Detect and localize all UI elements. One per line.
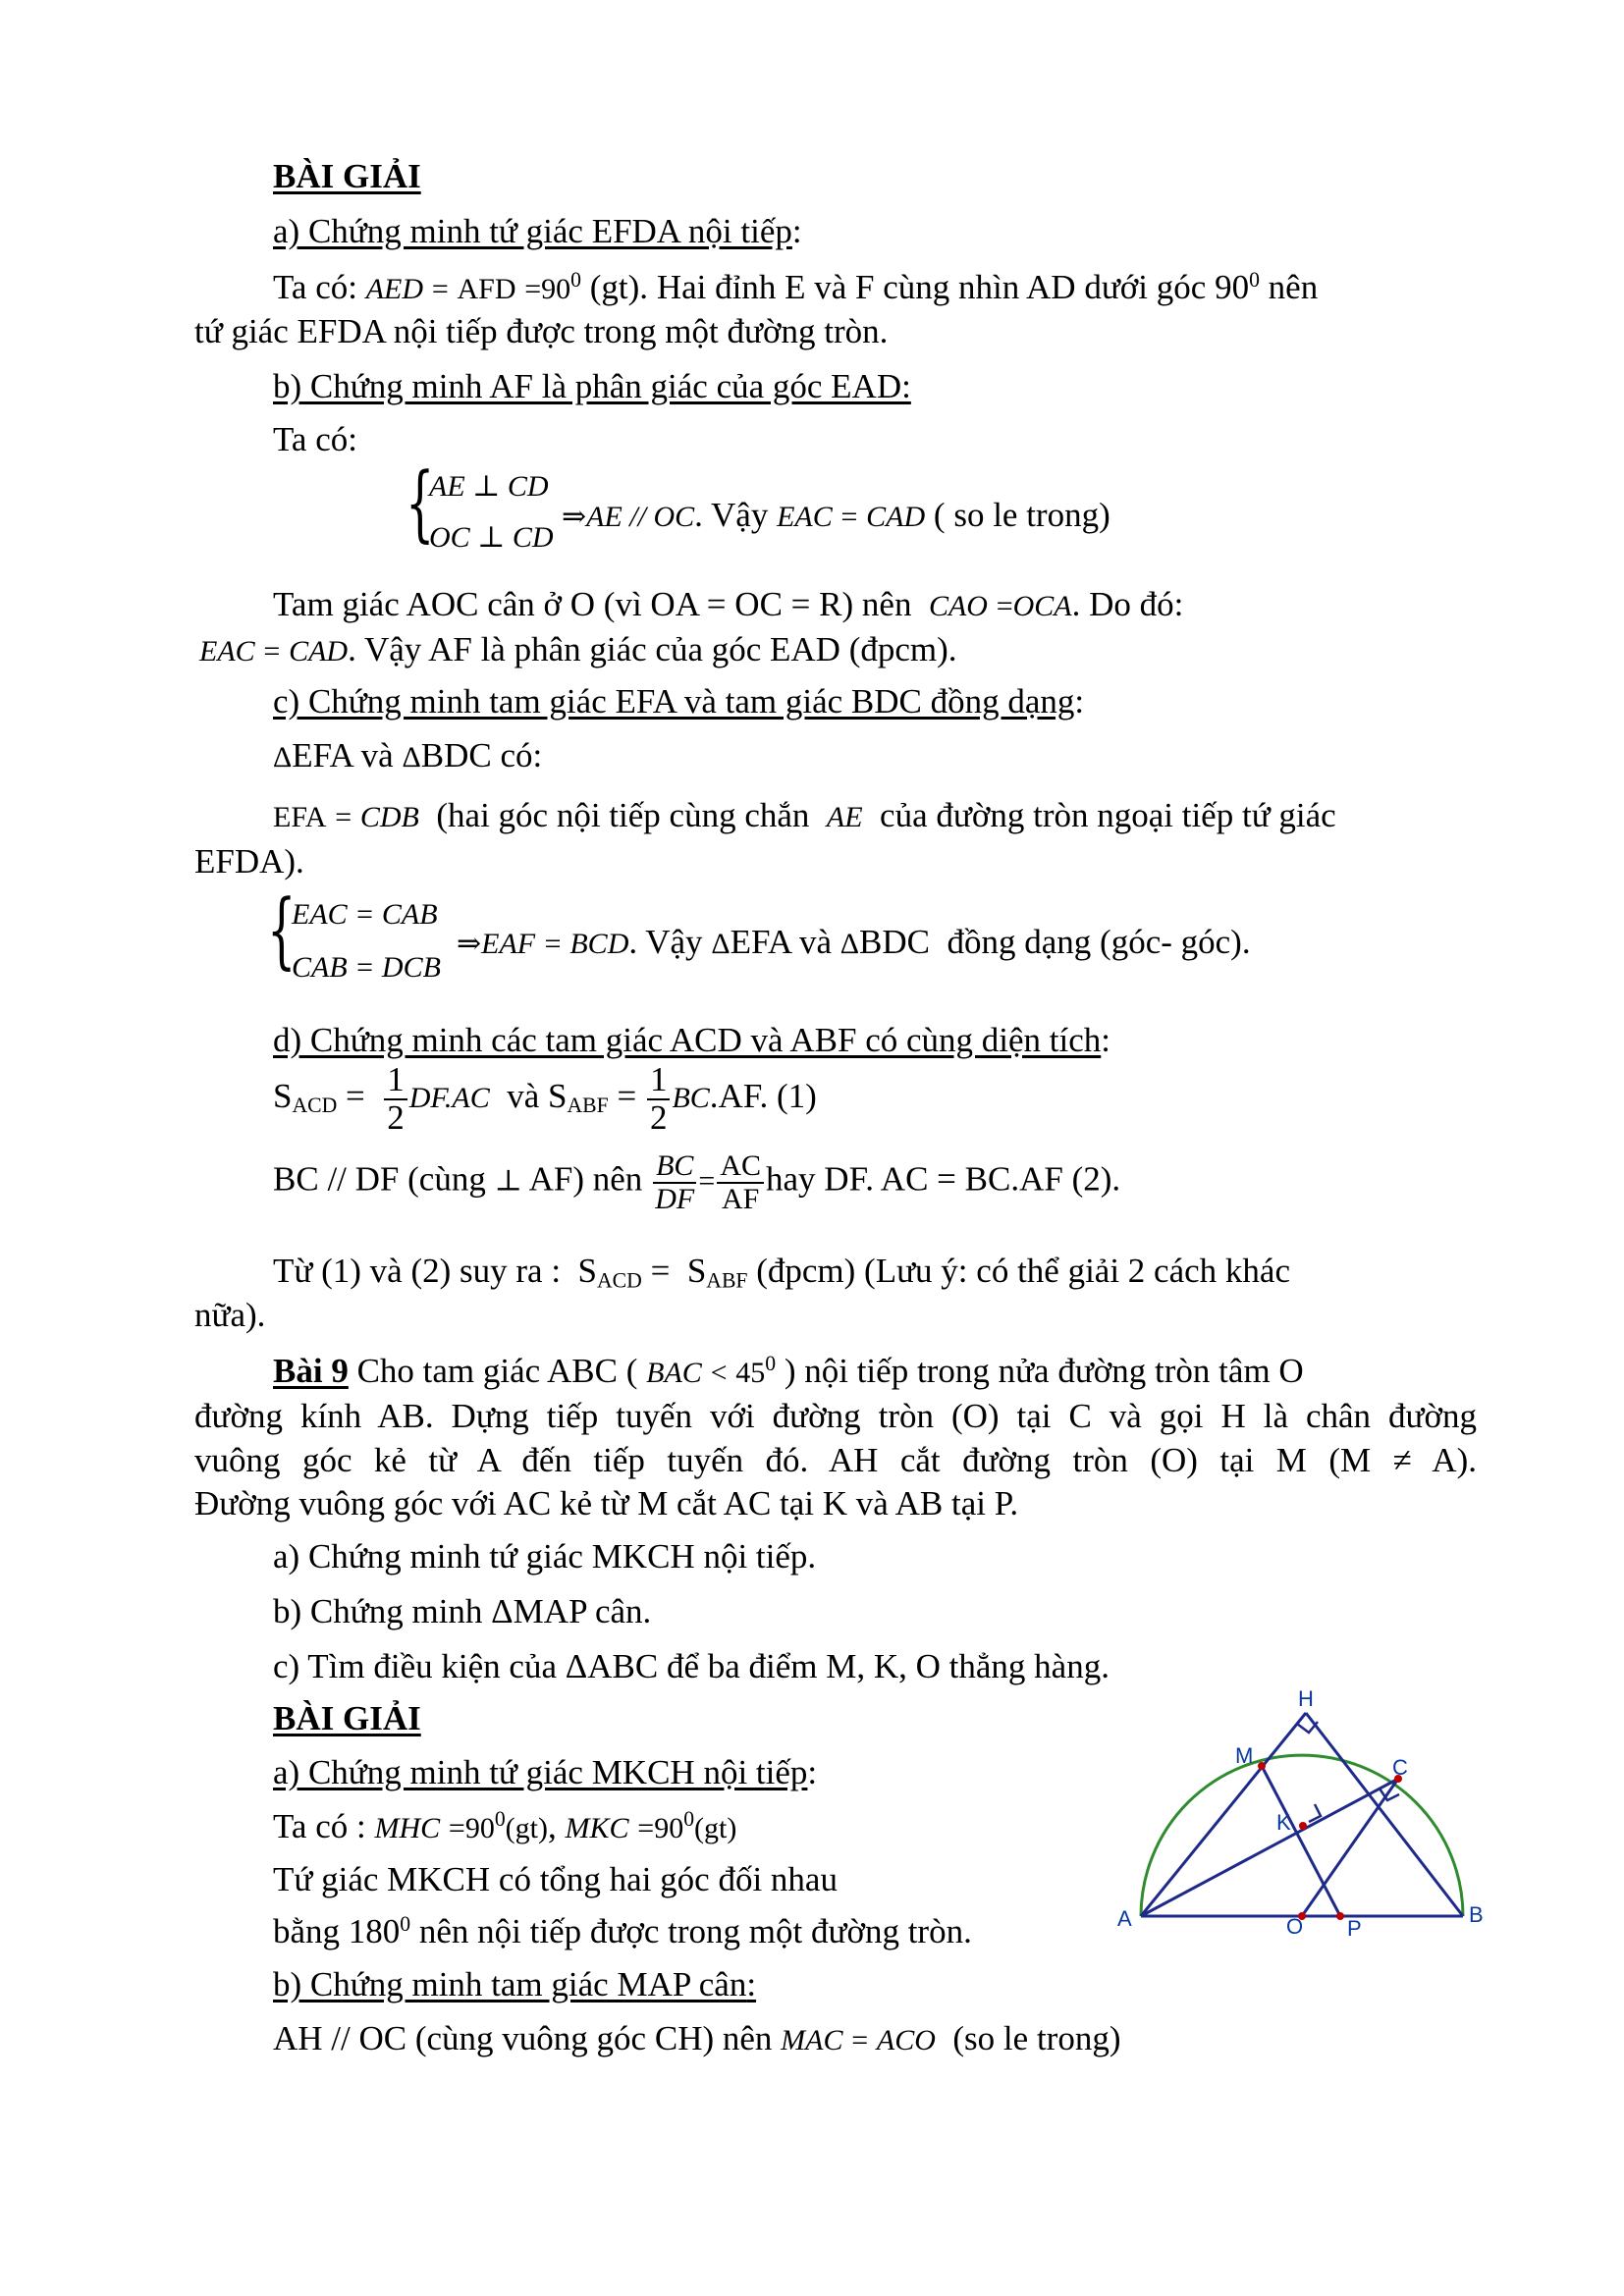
label-o: O [1286, 1914, 1304, 1939]
part-c-line3: EFDA). [194, 842, 304, 881]
colon: : [807, 1753, 818, 1791]
bai9-question-a: a) Chứng minh tứ giác MKCH nội tiếp. [273, 1537, 817, 1575]
text-ta-co: Ta có: [273, 268, 357, 306]
left-brace-1: { [406, 454, 435, 551]
text-va: và [798, 923, 832, 961]
sol9-part-b-heading [273, 1967, 756, 2002]
part-b-text1: Tam giác AOC cân ở O (vì OA = OC = R) nên [273, 585, 912, 623]
half-numerator: 1 [647, 1062, 671, 1100]
part-c-line1 [273, 738, 542, 773]
system2-result [457, 925, 1251, 959]
eq-sign: = [524, 273, 542, 305]
angle-eac: EAC [199, 635, 255, 667]
ninety-value: 90 [464, 1812, 495, 1844]
angle-oca: OCA [1012, 590, 1072, 622]
eq-sign: = [346, 1076, 365, 1115]
eq-sign: = [698, 1164, 716, 1198]
angle-efa: EFA [273, 801, 327, 833]
ae-parallel-oc: AE // OC [586, 501, 695, 533]
angle-afd: AFD [457, 273, 516, 305]
system1-line2: OC ⊥ CD [429, 521, 554, 554]
tri-efa: EFA [730, 923, 791, 961]
af-eq1: .AF. (1) [709, 1076, 817, 1115]
eq-sign: = [617, 1076, 637, 1115]
fraction-half [384, 1062, 407, 1137]
text-vay: . Vậy [628, 923, 703, 961]
part-c-title: c) Chứng minh tam giác EFA và tam giác BDC đồng dạng [273, 682, 1075, 721]
colon: : [791, 212, 802, 250]
solution-heading-2: BÀI GIẢI [273, 1699, 421, 1737]
half-numerator: 1 [384, 1062, 407, 1100]
frac-ac: AC [717, 1150, 764, 1184]
colon: : [746, 1965, 757, 2003]
lt-sign: < [710, 1357, 728, 1389]
half-denominator: 2 [649, 1097, 668, 1137]
s-symbol: S [273, 1076, 293, 1115]
solution-heading: BÀI GIẢI [273, 157, 421, 195]
degree-sup: 0 [1249, 268, 1260, 293]
degree-sup: 0 [494, 1807, 506, 1832]
point-k [1299, 1822, 1307, 1830]
bc: BC [672, 1081, 710, 1114]
half-denominator: 2 [387, 1097, 405, 1137]
colon: : [1074, 682, 1085, 721]
sol9-part-a-line3 [273, 1914, 972, 1949]
part-b-line3 [273, 587, 1477, 621]
tri-bdc: BDC [859, 923, 931, 961]
angle-aed: AED [365, 273, 424, 305]
sol9-part-a-title: a) Chứng minh tứ giác MKCH nội tiếp [273, 1753, 808, 1791]
sub-acd: ACD [292, 1094, 338, 1118]
degree-sup: 0 [765, 1352, 777, 1376]
text-ta-co: Ta có : [273, 1807, 366, 1845]
part-d-line4: nữa). [194, 1296, 266, 1334]
frac-bc: BC [653, 1150, 696, 1184]
fortyfive-value: 45 [735, 1357, 766, 1389]
part-d-title: d) Chứng minh các tam giác ACD và ABF có cùng diện tích [273, 1021, 1102, 1059]
sol9-part-b-line1 [273, 2021, 1120, 2056]
sol9-part-a-text3b: nên nội tiếp được trong một đường tròn. [418, 1912, 972, 1950]
label-h: H [1298, 1686, 1314, 1711]
eq-sign: = [637, 1812, 655, 1844]
text-co: có: [500, 736, 543, 774]
bai9-line4: Đường vuông góc với AC kẻ từ M cắt AC tại K và AB tại P. [194, 1484, 1019, 1522]
part-c-line2 [273, 798, 1477, 832]
bai9-question-b: b) Chứng minh ΔMAP cân. [273, 1592, 652, 1630]
comma: , [548, 1807, 557, 1845]
part-d-text2b: AF) nên [528, 1159, 643, 1199]
triangle-symbol: Δ [273, 741, 293, 774]
part-a-line2: tứ giác EFDA nội tiếp được trong một đường tròn. [194, 312, 889, 350]
angle-cao: CAO [928, 590, 988, 622]
left-brace-2: { [267, 881, 297, 978]
bai9-text2: ) nội tiếp trong nửa đường tròn tâm O [784, 1352, 1304, 1390]
system1-line1: AE ⊥ CD [429, 470, 549, 503]
sol9-part-a-text3a: bằng 180 [273, 1912, 401, 1950]
part-a-title: a) Chứng minh tứ giác EFDA nội tiếp [273, 212, 792, 250]
part-d-heading [273, 1023, 1110, 1057]
eq-sign: = [996, 590, 1013, 622]
sol9-part-a-line2: Tứ giác MKCH có tổng hai góc đối nhau [273, 1860, 838, 1898]
system1-result [562, 498, 1110, 532]
fraction-half [647, 1062, 671, 1137]
line-oc [1302, 1779, 1398, 1916]
sol9-part-b-text1a: AH // OC (cùng vuông góc CH) nên [273, 2019, 773, 2057]
degree-sup: 0 [570, 268, 582, 293]
part-c-text2: của đường tròn ngoại tiếp tứ giác [880, 796, 1336, 834]
angle-mhc: MHC [374, 1812, 441, 1844]
tri-bdc: BDC [420, 736, 492, 774]
gt-text: (gt) [505, 1812, 548, 1844]
sol9-part-b-title: b) Chứng minh tam giác MAP cân [273, 1965, 747, 2003]
eq-sign: = [650, 1252, 671, 1290]
label-b: B [1469, 1902, 1484, 1927]
tri-efa: EFA [292, 736, 352, 774]
part-d-text3b: (đpcm) (Lưu ý: có thể giải 2 cách khác [756, 1252, 1290, 1290]
bai9-line3: vuông góc kẻ từ A đến tiếp tuyến đó. AH cắt đường tròn (O) tại M (M ≠ A). [194, 1441, 1477, 1479]
part-b-title: b) Chứng minh AF là phân giác của góc EAD: [273, 367, 911, 405]
df-ac: DF.AC [408, 1081, 490, 1114]
semicircle-arc [1141, 1755, 1463, 1916]
part-c-heading [273, 684, 1084, 719]
angle-mkc: MKC [565, 1812, 629, 1844]
point-m [1258, 1762, 1266, 1770]
angle-cad: CAD [866, 501, 926, 533]
part-b-text2: . Vậy AF là phân giác của góc EAD (đpcm). [348, 630, 957, 668]
angle-aco: ACO [876, 2024, 936, 2056]
s-symbol: S [577, 1252, 598, 1290]
part-b-line4 [199, 632, 957, 667]
bai9-line1 [273, 1354, 1477, 1388]
system2-line2: CAB = DCB [292, 951, 441, 984]
geometry-figure [1105, 1683, 1497, 1949]
degree-sup: 0 [400, 1912, 411, 1937]
part-d-area-formula [273, 1062, 817, 1137]
bai9-label: Bài 9 [273, 1352, 349, 1390]
s-symbol: S [686, 1252, 707, 1290]
part-d-parallel-line [273, 1150, 1120, 1214]
fraction-ac-af [717, 1150, 764, 1214]
arc-ae: AE [826, 801, 863, 833]
so-le-trong-text: ( so le trong) [933, 496, 1110, 534]
perp-sign: ⊥ [494, 1164, 522, 1198]
angle-cad: CAD [289, 635, 349, 667]
part-d-text3a: Từ (1) và (2) suy ra : [273, 1252, 562, 1290]
part-a-heading [273, 214, 802, 248]
text-dong-dang: đồng dạng (góc- góc). [947, 923, 1251, 961]
label-m: M [1235, 1743, 1254, 1768]
label-a: A [1117, 1906, 1132, 1931]
line-mp [1262, 1766, 1340, 1916]
gt-text: (gt) [694, 1812, 737, 1844]
sub-abf: ABF [567, 1094, 609, 1118]
right-angle-k [1309, 1804, 1321, 1822]
eq-sign: = [335, 801, 352, 833]
part-d-text2a: BC // DF (cùng [273, 1159, 486, 1199]
frac-af: AF [721, 1182, 760, 1215]
fraction-bc-df [653, 1150, 696, 1214]
label-c: C [1392, 1755, 1408, 1780]
text-do-do: . Do đó: [1071, 585, 1184, 623]
bai9-text1: Cho tam giác ABC ( [356, 1352, 638, 1390]
part-d-conclusion [273, 1252, 1477, 1293]
part-a-line1 [273, 270, 1477, 304]
ninety-value: 90 [654, 1812, 684, 1844]
ninety-value: 90 [541, 273, 571, 305]
ninety-value-2: 90 [1215, 268, 1250, 306]
sol9-part-a-line1 [273, 1809, 736, 1843]
triangle-symbol: Δ [402, 741, 421, 774]
angle-mac: MAC [781, 2024, 843, 2056]
eq-sign: = [840, 501, 858, 533]
degree-sup: 0 [683, 1807, 695, 1832]
sol9-part-a-heading [273, 1755, 817, 1789]
point-p [1336, 1912, 1344, 1920]
angle-bac: BAC [646, 1357, 702, 1389]
eq-sign: = [431, 273, 449, 305]
eq-sign: = [448, 1812, 465, 1844]
frac-df: DF [655, 1182, 695, 1215]
part-d-text2c: hay DF. AC = BC.AF (2). [766, 1159, 1121, 1199]
angle-cdb: CDB [359, 801, 419, 833]
label-p: P [1347, 1916, 1362, 1941]
line-ac [1141, 1779, 1398, 1916]
label-k: K [1276, 1810, 1291, 1835]
part-b-taco: Ta có: [273, 420, 357, 458]
triangle-symbol: Δ [711, 928, 731, 960]
angle-eac: EAC [777, 501, 833, 533]
text-nen: nên [1268, 268, 1319, 306]
sub-abf: ABF [706, 1268, 748, 1293]
eq-sign: = [263, 635, 281, 667]
text-va: và [507, 1076, 540, 1115]
sol9-part-b-text1b: (so le trong) [952, 2019, 1121, 2057]
text-va: và [360, 736, 394, 774]
bai9-line2: đường kính AB. Dựng tiếp tuyến với đường tròn (O) tại C và gọi H là chân đường [194, 1397, 1477, 1435]
triangle-symbol: Δ [839, 928, 860, 960]
gt-text: (gt). [589, 268, 649, 306]
sub-acd: ACD [597, 1268, 642, 1293]
part-a-text1: Hai đỉnh E và F cùng nhìn AD dưới góc [656, 268, 1207, 306]
implies-sign: ⇒ [562, 501, 587, 533]
colon: : [1101, 1021, 1110, 1059]
s-symbol: S [548, 1076, 568, 1115]
implies-sign: ⇒ [457, 928, 482, 960]
eaf-equals-bcd: EAF = BCD [481, 928, 629, 960]
part-c-text1: (hai góc nội tiếp cùng chắn [436, 796, 810, 834]
text-vay: . Vậy [694, 496, 769, 534]
bai9-question-c: c) Tìm điều kiện của ΔABC để ba điểm M, K, O thẳng hàng. [273, 1647, 1110, 1685]
eq-sign: = [851, 2024, 869, 2056]
system2-line1: EAC = CAB [292, 898, 438, 931]
